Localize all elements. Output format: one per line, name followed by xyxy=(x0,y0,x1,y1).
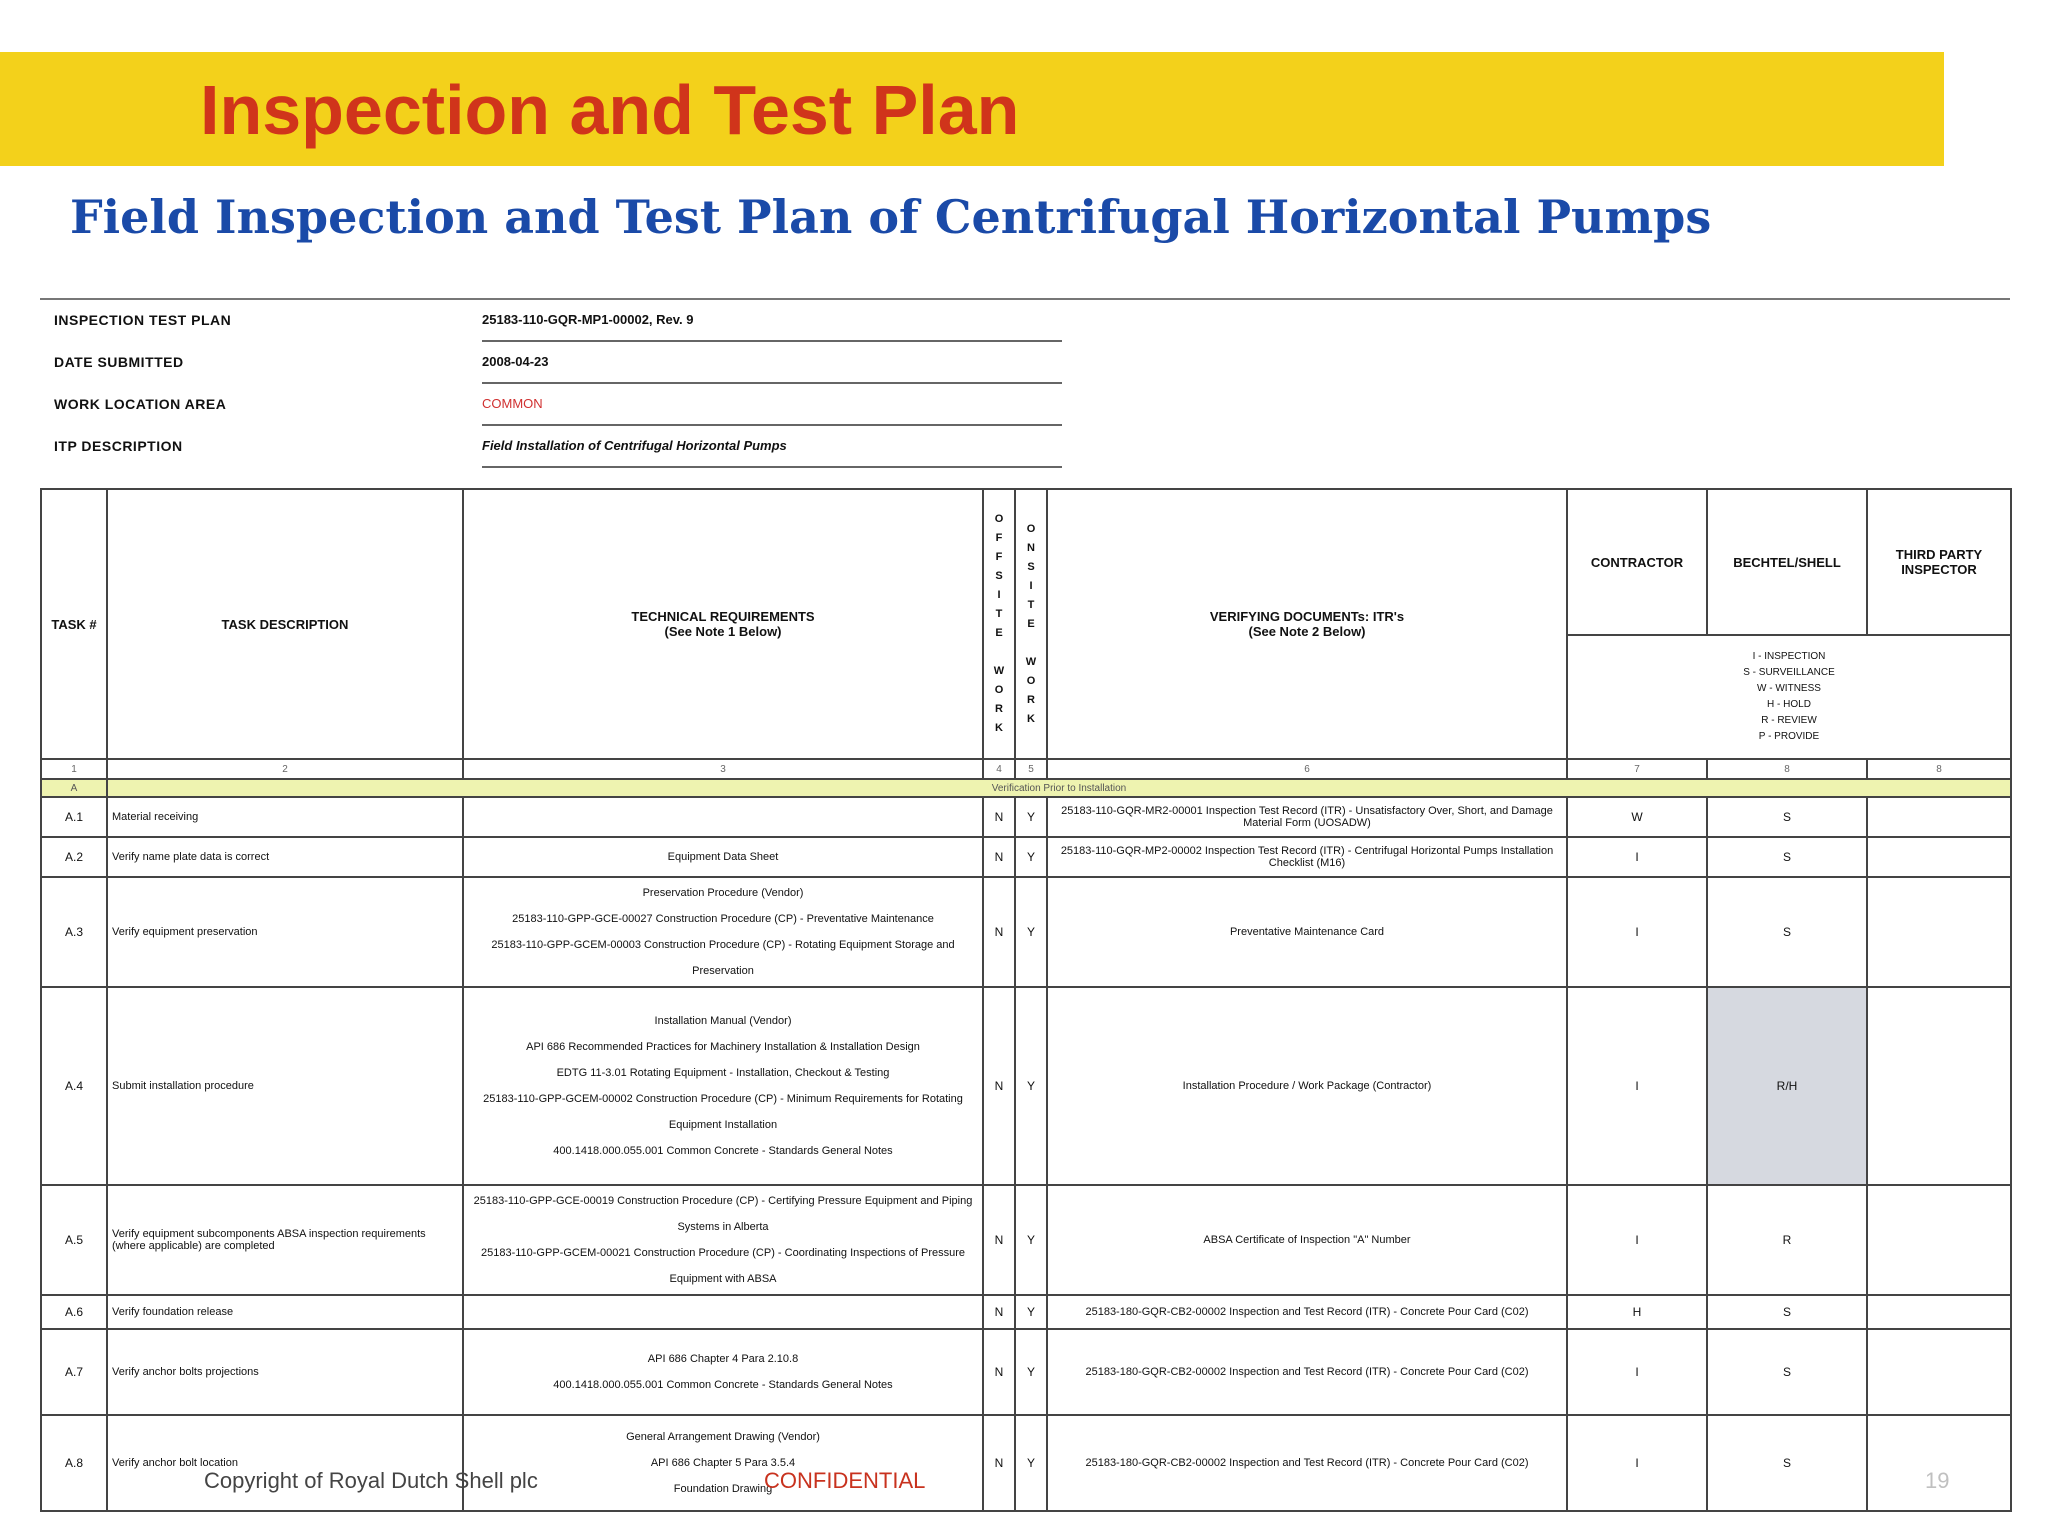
task-description: Verify equipment preservation xyxy=(107,877,463,987)
task-description: Verify anchor bolts projections xyxy=(107,1329,463,1415)
meta-value: 25183-110-GQR-MP1-00002, Rev. 9 xyxy=(482,312,694,327)
slide-title: Inspection and Test Plan xyxy=(200,71,1020,149)
column-number: 4 xyxy=(983,759,1015,779)
page-number: 19 xyxy=(1925,1468,1950,1493)
task-number: A.7 xyxy=(41,1329,107,1415)
table-row xyxy=(41,1185,2011,1295)
col-bechtel-shell: BECHTEL/SHELL xyxy=(1707,489,1867,635)
col-tech-req xyxy=(463,489,983,759)
col-task-desc: TASK DESCRIPTION xyxy=(107,489,463,759)
contractor-code: I xyxy=(1567,1415,1707,1511)
contractor-code: I xyxy=(1567,1185,1707,1295)
technical-requirement: 25183-110-GPP-GCEM-00021 Construction Procedure (CP) - Coordinating Inspections of Pressure Equipment with ABSA xyxy=(480,1247,966,1285)
task-number: A.8 xyxy=(41,1415,107,1511)
header-letter: T xyxy=(1027,598,1035,611)
header-letter xyxy=(1029,634,1032,653)
itp-table xyxy=(40,488,2012,1512)
footer-confidential: CONFIDENTIAL xyxy=(764,1468,926,1493)
technical-requirement: Foundation Drawing xyxy=(673,1483,773,1495)
meta-label: DATE SUBMITTED xyxy=(54,354,184,370)
technical-requirements xyxy=(463,1329,983,1415)
header-letter: O xyxy=(994,684,1004,696)
technical-requirement: General Arrangement Drawing (Vendor) xyxy=(626,1431,820,1443)
col-tech-req-note: (See Note 1 Below) xyxy=(664,624,782,639)
table-row xyxy=(41,797,2011,837)
technical-requirement: EDTG 11-3.01 Rotating Equipment - Installation, Checkout & Testing xyxy=(556,1067,890,1079)
header-letter: F xyxy=(995,532,1003,544)
meta-underline xyxy=(482,424,1062,426)
third-party-code xyxy=(1867,837,2011,877)
legend-item: W - WITNESS xyxy=(1757,683,1821,694)
top-rule xyxy=(40,298,2010,300)
table-row xyxy=(41,877,2011,987)
technical-requirements xyxy=(463,837,983,877)
meta-underline xyxy=(482,466,1062,468)
table-row xyxy=(41,1329,2011,1415)
header-letter: E xyxy=(995,627,1003,639)
offsite-flag: N xyxy=(983,1185,1015,1295)
verifying-document: Preventative Maintenance Card xyxy=(1047,877,1567,987)
meta-label: ITP DESCRIPTION xyxy=(54,438,183,454)
contractor-code: I xyxy=(1567,837,1707,877)
header-letter: O xyxy=(1026,522,1036,535)
onsite-flag: Y xyxy=(1015,797,1047,837)
onsite-flag: Y xyxy=(1015,1415,1047,1511)
bechtel-code: S xyxy=(1707,797,1867,837)
meta-underline xyxy=(482,382,1062,384)
header-letter: R xyxy=(1027,693,1035,706)
meta-value: COMMON xyxy=(482,396,543,411)
col-offsite-work xyxy=(983,489,1015,759)
header-row xyxy=(41,489,2011,635)
column-number: 6 xyxy=(1047,759,1567,779)
verifying-document: 25183-180-GQR-CB2-00002 Inspection and Test Record (ITR) - Concrete Pour Card (C02) xyxy=(1047,1329,1567,1415)
bechtel-code: S xyxy=(1707,837,1867,877)
technical-requirement: API 686 Chapter 5 Para 3.5.4 xyxy=(650,1457,796,1469)
meta-value: 2008-04-23 xyxy=(482,354,549,369)
technical-requirement: 25183-110-GPP-GCEM-00002 Construction Procedure (CP) - Minimum Requirements for Rotating Equipment Installation xyxy=(483,1093,963,1131)
technical-requirement: Equipment Data Sheet xyxy=(667,851,779,863)
technical-requirements xyxy=(463,987,983,1185)
verifying-document: Installation Procedure / Work Package (Contractor) xyxy=(1047,987,1567,1185)
contractor-code: H xyxy=(1567,1295,1707,1329)
technical-requirements xyxy=(463,1295,983,1329)
technical-requirements xyxy=(463,877,983,987)
header-letter xyxy=(997,643,1000,662)
offsite-flag: N xyxy=(983,837,1015,877)
column-number: 8 xyxy=(1707,759,1867,779)
technical-requirements xyxy=(463,797,983,837)
technical-requirements xyxy=(463,1185,983,1295)
legend-item: P - PROVIDE xyxy=(1758,731,1820,742)
onsite-flag: Y xyxy=(1015,837,1047,877)
col-tech-req-title: TECHNICAL REQUIREMENTS xyxy=(631,609,815,624)
offsite-flag: N xyxy=(983,877,1015,987)
onsite-flag: Y xyxy=(1015,1185,1047,1295)
footer-copyright: Copyright of Royal Dutch Shell plc xyxy=(204,1468,538,1493)
task-number: A.2 xyxy=(41,837,107,877)
contractor-code: I xyxy=(1567,877,1707,987)
third-party-code xyxy=(1867,987,2011,1185)
technical-requirement: 400.1418.000.055.001 Common Concrete - Standards General Notes xyxy=(553,1145,893,1157)
table-row xyxy=(41,987,2011,1185)
verifying-document: 25183-180-GQR-CB2-00002 Inspection and Test Record (ITR) - Concrete Pour Card (C02) xyxy=(1047,1415,1567,1511)
technical-requirement: 400.1418.000.055.001 Common Concrete - Standards General Notes xyxy=(553,1379,893,1391)
offsite-flag: N xyxy=(983,987,1015,1185)
bechtel-code: S xyxy=(1707,1295,1867,1329)
section-row xyxy=(41,779,2011,797)
task-description: Verify name plate data is correct xyxy=(107,837,463,877)
header-letter: W xyxy=(993,665,1005,677)
third-party-code xyxy=(1867,877,2011,987)
technical-requirement: Preservation Procedure (Vendor) xyxy=(642,887,804,899)
technical-requirement: 25183-110-GPP-GCE-00019 Construction Procedure (CP) - Certifying Pressure Equipment and Piping Systems in Alberta xyxy=(473,1195,973,1233)
column-number: 1 xyxy=(41,759,107,779)
task-number: A.4 xyxy=(41,987,107,1185)
bechtel-code: S xyxy=(1707,877,1867,987)
col-verifying-docs xyxy=(1047,489,1567,759)
task-number: A.1 xyxy=(41,797,107,837)
header-letter: O xyxy=(994,513,1004,525)
header-letter: I xyxy=(997,589,1001,601)
col-verifying-title: VERIFYING DOCUMENTs: ITR's xyxy=(1209,609,1405,624)
technical-requirement: 25183-110-GPP-GCEM-00003 Construction Procedure (CP) - Rotating Equipment Storage and Preservation xyxy=(491,939,955,977)
legend xyxy=(1567,635,2011,759)
table-row xyxy=(41,1295,2011,1329)
table-row xyxy=(41,1415,2011,1511)
third-party-code xyxy=(1867,1295,2011,1329)
contractor-code: W xyxy=(1567,797,1707,837)
col-third-party: THIRD PARTY INSPECTOR xyxy=(1867,489,2011,635)
meta-row-location xyxy=(54,386,1094,426)
onsite-flag: Y xyxy=(1015,1295,1047,1329)
verifying-document: 25183-180-GQR-CB2-00002 Inspection and Test Record (ITR) - Concrete Pour Card (C02) xyxy=(1047,1295,1567,1329)
task-description: Material receiving xyxy=(107,797,463,837)
legend-item: I - INSPECTION xyxy=(1752,651,1826,662)
offsite-flag: N xyxy=(983,797,1015,837)
header-letter: E xyxy=(1027,617,1035,630)
task-description: Verify anchor bolt location xyxy=(107,1415,463,1511)
offsite-flag: N xyxy=(983,1329,1015,1415)
third-party-code xyxy=(1867,1329,2011,1415)
column-number: 7 xyxy=(1567,759,1707,779)
header-letter: T xyxy=(995,608,1003,620)
bechtel-code: S xyxy=(1707,1329,1867,1415)
bechtel-code: R xyxy=(1707,1185,1867,1295)
bechtel-code: S xyxy=(1707,1415,1867,1511)
task-number: A.5 xyxy=(41,1185,107,1295)
section-label: Verification Prior to Installation xyxy=(107,779,2011,797)
meta-value: Field Installation of Centrifugal Horizontal Pumps xyxy=(482,438,787,453)
title-banner xyxy=(0,52,1944,166)
meta-underline xyxy=(482,340,1062,342)
task-description: Verify equipment subcomponents ABSA inspection requirements (where applicable) are completed xyxy=(107,1185,463,1295)
contractor-code: I xyxy=(1567,987,1707,1185)
onsite-flag: Y xyxy=(1015,987,1047,1185)
third-party-code xyxy=(1867,797,2011,837)
section-id: A xyxy=(41,779,107,797)
bechtel-code: R/H xyxy=(1707,987,1867,1185)
table-row xyxy=(41,837,2011,877)
column-number: 3 xyxy=(463,759,983,779)
col-onsite-work xyxy=(1015,489,1047,759)
header-letter: R xyxy=(995,703,1003,715)
meta-label: INSPECTION TEST PLAN xyxy=(54,312,232,328)
meta-row-date xyxy=(54,344,1094,384)
verifying-document: ABSA Certificate of Inspection "A" Number xyxy=(1047,1185,1567,1295)
verifying-document: 25183-110-GQR-MR2-00001 Inspection Test Record (ITR) - Unsatisfactory Over, Short, and Damage Material Form (UOSADW) xyxy=(1047,797,1567,837)
header-letter: W xyxy=(1025,655,1037,668)
technical-requirement: 25183-110-GPP-GCE-00027 Construction Procedure (CP) - Preventative Maintenance xyxy=(512,913,934,925)
offsite-flag: N xyxy=(983,1295,1015,1329)
header-letter: S xyxy=(1027,560,1035,573)
verifying-document: 25183-110-GQR-MP2-00002 Inspection Test Record (ITR) - Centrifugal Horizontal Pumps Installation Checklist (M16) xyxy=(1047,837,1567,877)
meta-label: WORK LOCATION AREA xyxy=(54,396,227,412)
meta-row-description xyxy=(54,428,1094,468)
third-party-code xyxy=(1867,1185,2011,1295)
header-letter: K xyxy=(995,722,1003,734)
header-letter: F xyxy=(995,551,1003,563)
third-party-code xyxy=(1867,1415,2011,1511)
legend-item: R - REVIEW xyxy=(1761,715,1817,726)
col-task-no: TASK # xyxy=(41,489,107,759)
onsite-flag: Y xyxy=(1015,1329,1047,1415)
header-letter: S xyxy=(995,570,1003,582)
column-number: 5 xyxy=(1015,759,1047,779)
slide-subtitle: Field Inspection and Test Plan of Centrifugal Horizontal Pumps xyxy=(70,190,1712,244)
task-description: Verify foundation release xyxy=(107,1295,463,1329)
column-number: 8 xyxy=(1867,759,2011,779)
technical-requirement: API 686 Recommended Practices for Machinery Installation & Installation Design xyxy=(526,1041,920,1053)
onsite-flag: Y xyxy=(1015,877,1047,987)
col-contractor: CONTRACTOR xyxy=(1567,489,1707,635)
column-number: 2 xyxy=(107,759,463,779)
header-letter: K xyxy=(1027,712,1035,725)
task-description: Submit installation procedure xyxy=(107,987,463,1185)
task-number: A.3 xyxy=(41,877,107,987)
header-letter: I xyxy=(1029,579,1033,592)
task-number: A.6 xyxy=(41,1295,107,1329)
legend-item: S - SURVEILLANCE xyxy=(1743,667,1835,678)
contractor-code: I xyxy=(1567,1329,1707,1415)
technical-requirement: API 686 Chapter 4 Para 2.10.8 xyxy=(647,1353,799,1365)
offsite-flag: N xyxy=(983,1415,1015,1511)
technical-requirement: Installation Manual (Vendor) xyxy=(654,1015,792,1027)
legend-item: H - HOLD xyxy=(1767,699,1811,710)
meta-row-itp xyxy=(54,302,1094,342)
header-letter: N xyxy=(1027,541,1035,554)
column-number-row xyxy=(41,759,2011,779)
technical-requirements xyxy=(463,1415,983,1511)
col-verifying-note: (See Note 2 Below) xyxy=(1248,624,1366,639)
header-letter: O xyxy=(1026,674,1036,687)
